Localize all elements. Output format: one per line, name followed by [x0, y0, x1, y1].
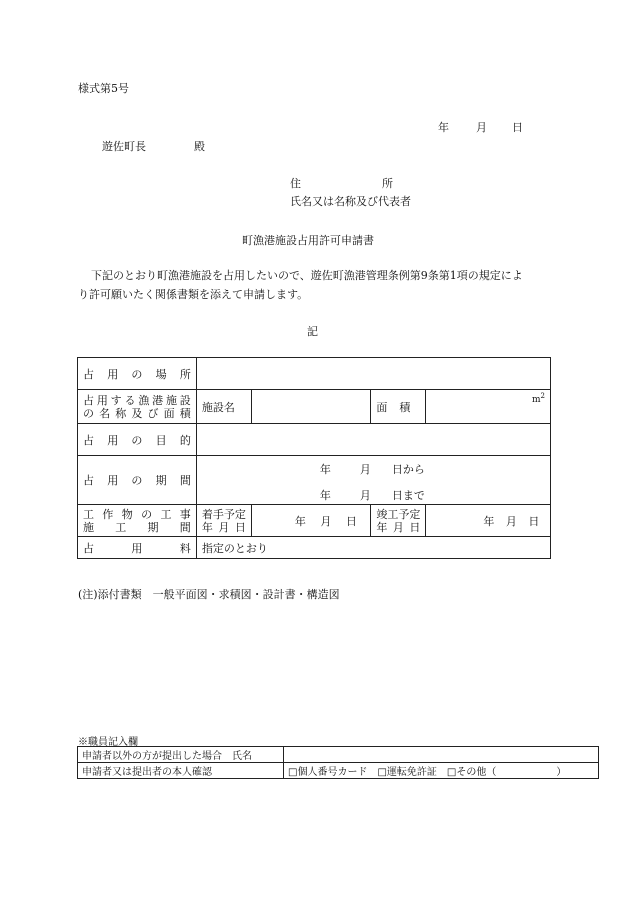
staff-row-identity — [78, 763, 599, 779]
period-from-month: 月 — [359, 463, 371, 476]
value-fee: 指定のとおり — [196, 537, 550, 559]
staff-value-identity[interactable]: □個人番号カード □運転免許証 □その他（ ） — [284, 763, 599, 779]
body-line-1: 下記のとおり町漁港施設を占用したいので、遊佐町漁港管理条例第9条第1項の規定によ — [91, 269, 523, 282]
row-purpose — [78, 424, 551, 456]
body-line-2: り許可願いたく関係書類を添えて申請します。 — [78, 288, 309, 301]
staff-heading: ※職員記入欄 — [78, 737, 138, 748]
label-fee: 占 用 料 — [78, 537, 197, 559]
value-period[interactable] — [196, 456, 550, 505]
addressee-honorific: 殿 — [194, 140, 205, 153]
period-from-year: 年 — [319, 463, 331, 476]
value-place[interactable] — [196, 358, 550, 390]
row-place — [78, 358, 551, 390]
staff-row-submitter — [78, 747, 599, 763]
area-value[interactable] — [426, 390, 551, 424]
period-to-month: 月 — [359, 489, 371, 502]
document-title: 町漁港施設占用許可申請書 — [242, 234, 374, 247]
label-place: 占 用 の 場 所 — [78, 358, 197, 390]
applicant-address-b: 所 — [382, 177, 393, 190]
date-day: 日 — [512, 121, 523, 134]
applicant-address-a: 住 — [290, 177, 301, 190]
row-construction — [78, 505, 551, 537]
row-period — [78, 456, 551, 505]
value-start[interactable]: 年 月 日 — [251, 505, 371, 537]
row-fee — [78, 537, 551, 559]
label-purpose: 占 用 の 目 的 — [78, 424, 197, 456]
facility-name-value[interactable] — [251, 390, 371, 424]
label-construction: 工 作 物 の 工 事 施 工 期 間 — [78, 505, 197, 537]
attachment-note: (注)添付書類 一般平面図・求積図・設計書・構造図 — [78, 588, 340, 601]
period-from-day: 日から — [391, 463, 425, 476]
application-table — [77, 357, 551, 559]
label-finish: 竣 工 予 定 年 月 日 — [371, 505, 426, 537]
form-number: 様式第5号 — [78, 82, 129, 95]
period-to-year: 年 — [319, 489, 331, 502]
ki-heading: 記 — [307, 325, 318, 338]
label-start: 着 手 予 定 年 月 日 — [196, 505, 251, 537]
value-purpose[interactable] — [196, 424, 550, 456]
period-to-day: 日まで — [391, 489, 425, 502]
staff-table — [77, 746, 599, 779]
value-finish[interactable]: 年 月 日 — [426, 505, 551, 537]
applicant-name-label: 氏名又は名称及び代表者 — [290, 195, 411, 208]
area-unit-sup: 2 — [540, 392, 545, 400]
date-month: 月 — [476, 121, 487, 134]
staff-value-submitter[interactable] — [284, 747, 599, 763]
addressee-name: 遊佐町長 — [102, 140, 146, 153]
staff-label-submitter: 申請者以外の方が提出した場合 氏名 — [78, 747, 284, 763]
row-facility — [78, 390, 551, 424]
staff-label-identity: 申請者又は提出者の本人確認 — [78, 763, 284, 779]
area-label: 面 積 — [371, 390, 426, 424]
facility-name-label: 施設名 — [196, 390, 251, 424]
label-facility: 占 用 す る 漁 港 施 設 の 名 称 及 び 面 積 — [78, 390, 197, 424]
label-period: 占 用 の 期 間 — [78, 456, 197, 505]
date-year: 年 — [438, 121, 449, 134]
area-unit: m — [531, 395, 541, 405]
